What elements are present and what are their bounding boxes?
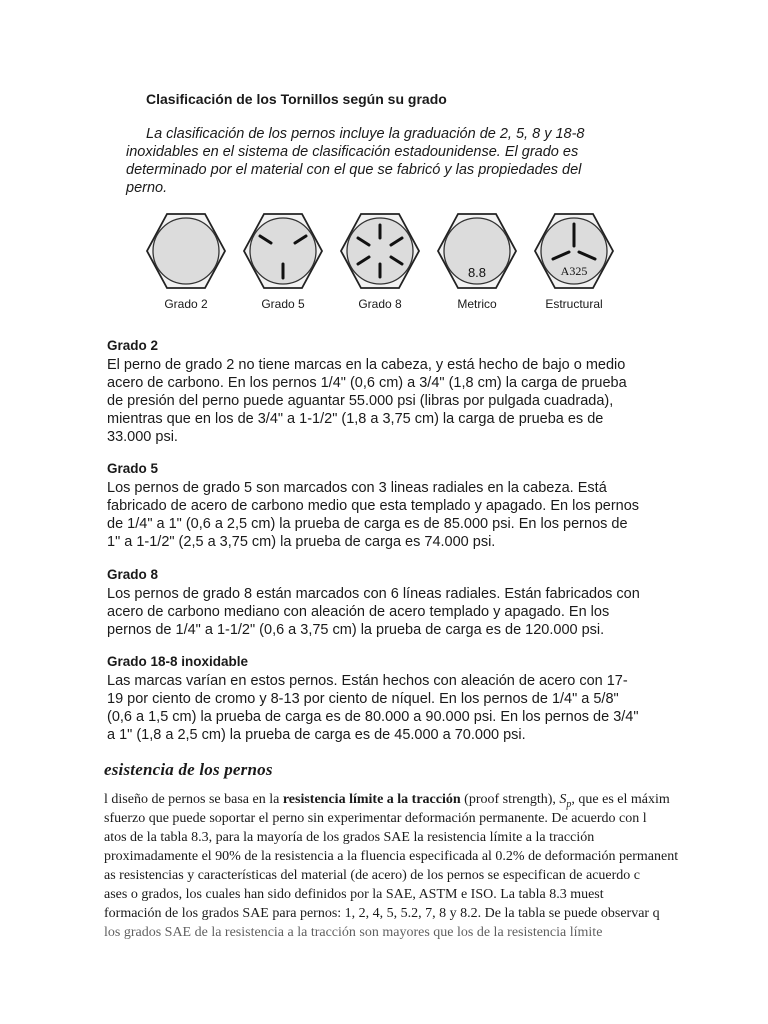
- bolt-caption: Estructural: [545, 297, 603, 311]
- intro-line: determinado por el material con el que se fabricó y las propiedades del: [126, 162, 582, 178]
- section-line: a 1" (1,8 a 2,5 cm) la prueba de carga es de 45.000 a 70.000 psi.: [107, 727, 526, 743]
- section-heading: Grado 18-8 inoxidable: [107, 654, 249, 669]
- section-line: fabricado de acero de carbono medio que esta templado y apagado. En los pernos: [107, 498, 640, 514]
- section-line: 33.000 psi.: [107, 429, 178, 445]
- section-grade-18-8: [107, 653, 661, 744]
- bolt-metric: [429, 212, 525, 311]
- bolt-head-6-lines-icon: [339, 212, 421, 290]
- bolt-caption: Grado 8: [358, 297, 402, 311]
- section-grade-2: [107, 337, 661, 446]
- section-line: (0,6 a 1,5 cm) la prueba de carga es de 80.000 a 90.000 psi. En los pernos de 3/4": [107, 709, 639, 725]
- bolt-head-structural-icon: [533, 212, 615, 290]
- section-line: de presión del perno puede aguantar 55.000 psi (libras por pulgada cuadrada),: [107, 393, 614, 409]
- scan-line: atos de la tabla 8.3, para la mayoría de los grados SAE la resistencia límite a la tracción: [104, 830, 595, 845]
- scanned-excerpt: [104, 760, 679, 940]
- bolt-head-plain-icon: [145, 212, 227, 290]
- section-heading: Grado 5: [107, 461, 159, 476]
- scan-heading: esistencia de los pernos: [104, 760, 273, 779]
- scan-line: as resistencias y características del material (de acero) de los pernos se especifican de acuerdo c: [104, 868, 641, 883]
- bolt-grade-2: [138, 212, 234, 311]
- section-line: pernos de 1/4" a 1-1/2" (0,6 a 3,75 cm) la prueba de carga es de 120.000 psi.: [107, 622, 605, 638]
- bolt-structural: [526, 212, 622, 311]
- section-heading: Grado 2: [107, 338, 159, 353]
- section-line: El perno de grado 2 no tiene marcas en la cabeza, y está hecho de bajo o medio: [107, 357, 626, 373]
- intro-paragraph: [126, 125, 641, 197]
- scan-subscript: p: [566, 798, 572, 810]
- scan-bold-term: resistencia límite a la tracción: [282, 792, 461, 807]
- section-line: acero de carbono. En los pernos 1/4" (0,6 cm) a 3/4" (1,8 cm) la carga de prueba: [107, 375, 627, 391]
- page-title: Clasificación de los Tornillos según su grado: [146, 91, 447, 107]
- bolt-head-metric-icon: [436, 212, 518, 290]
- scan-symbol: S: [559, 792, 567, 807]
- section-line: 1" a 1-1/2" (2,5 a 3,75 cm) la prueba de carga es 74.000 psi.: [107, 534, 496, 550]
- scan-line: proximadamente el 90% de la resistencia a la fluencia especificada al 0.2% de deformación permanent: [104, 849, 679, 864]
- bolt-caption: Grado 5: [261, 297, 305, 311]
- section-line: Las marcas varían en estos pernos. Están hechos con aleación de acero con 17-: [107, 673, 628, 689]
- section-grade-8: [107, 566, 661, 639]
- scan-line-part: (proof strength),: [460, 792, 560, 807]
- bolt-head-3-lines-icon: [242, 212, 324, 290]
- section-line: mientras que en los de 3/4" a 1-1/2" (1,8 a 3,75 cm) la carga de prueba es de: [107, 411, 604, 427]
- bolt-grade-5: [235, 212, 331, 311]
- bolt-head-text: A325: [560, 264, 588, 278]
- section-line: de 1/4" a 1" (0,6 a 2,5 cm) la prueba de carga es de 85.000 psi. En los pernos de: [107, 516, 628, 532]
- section-grade-5: [107, 460, 661, 551]
- section-line: acero de carbono mediano con aleación de acero templado y apagado. En los: [107, 604, 610, 620]
- bolt-caption: Grado 2: [164, 297, 208, 311]
- scan-line: formación de los grados SAE para pernos: 1, 2, 4, 5, 5.2, 7, 8 y 8.2. De la tabla se puede observar q: [104, 906, 660, 921]
- scan-line: sfuerzo que puede soportar el perno sin experimentar deformación permanente. De acuerdo con l: [104, 811, 647, 826]
- section-line: Los pernos de grado 5 son marcados con 3 lineas radiales en la cabeza. Está: [107, 480, 607, 496]
- bolt-head-text: 8.8: [467, 265, 487, 280]
- bolt-caption: Metrico: [457, 297, 497, 311]
- scan-body: [104, 790, 679, 940]
- scan-line-cut: los grados SAE de la resistencia a la tracción son mayores que los de la resistencia límite: [104, 925, 603, 940]
- bolt-grade-8: [332, 212, 428, 311]
- section-line: Los pernos de grado 8 están marcados con 6 líneas radiales. Están fabricados con: [107, 586, 640, 602]
- intro-line: perno.: [126, 180, 168, 196]
- intro-line: inoxidables en el sistema de clasificación estadounidense. El grado es: [126, 144, 579, 160]
- scan-line: [104, 790, 670, 810]
- section-line: 19 por ciento de cromo y 8-13 por ciento de níquel. En los pernos de 1/4" a 5/8": [107, 691, 619, 707]
- intro-line: La clasificación de los pernos incluye la graduación de 2, 5, 8 y 18-8: [146, 126, 585, 142]
- section-heading: Grado 8: [107, 567, 159, 582]
- scan-line-part: l diseño de pernos se basa en la: [104, 792, 283, 807]
- scan-line: ases o grados, los cuales han sido definidos por la SAE, ASTM e ISO. La tabla 8.3 muest: [104, 887, 604, 902]
- bolt-grades-figure: [138, 212, 618, 322]
- scan-line-part: , que es el máxim: [571, 792, 670, 807]
